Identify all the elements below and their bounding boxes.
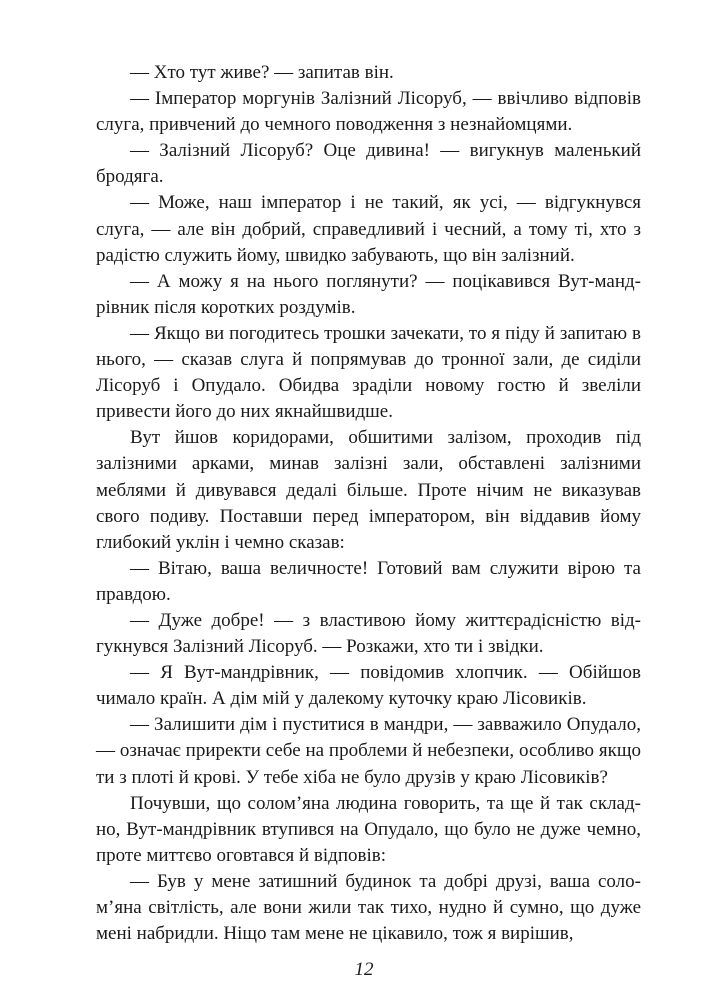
page-text bbox=[96, 60, 641, 945]
paragraph: — Імператор моргунів Залізний Лісоруб, — ввічливо відповів слуга, привчений до чемного поводження з незнайомцями. bbox=[96, 88, 641, 136]
paragraph: — Залізний Лісоруб? Оце дивина! — вигукнув маленький бродяга. bbox=[96, 140, 641, 188]
paragraph: — Може, наш імператор і не такий, як усі, — відгукнувся слуга, — але він добрий, справедливий і чесний, а тому ті, хто з радістю служить йому, швидко забувають, що він залізний. bbox=[96, 192, 641, 266]
paragraph: — Якщо ви погодитесь трошки зачекати, то я піду й запитаю в нього, — сказав слуга й попрямував до тронної зали, де сиділи Лісоруб і Опудало. Обидва зраділи новому гостю й звеліли привести його до них якнайшвидше. bbox=[96, 322, 641, 423]
paragraph: — Вітаю, ваша величносте! Готовий вам служити вірою та правдою. bbox=[96, 557, 641, 605]
paragraph: — Хто тут живе? — запитав він. bbox=[130, 62, 394, 83]
paragraph: — Дуже добре! — з властивою йому життєрадісністю відгукнувся Залізний Лісоруб. — Розкажи, хто ти і звідки. bbox=[96, 609, 641, 658]
paragraph: Почувши, що солом’яна людина говорить, та ще й так складно, Вут-мандрівник втупився на Опудало, що було не дуже чемно, проте миттєво оговтався й відповів: bbox=[96, 792, 641, 866]
paragraph: Вут йшов коридорами, обшитими залізом, проходив під залізними арками, минав залізні зали, обставлені залізними меблями й дивувався дедалі більше. Проте нічим не виказував свого подиву. Поставши перед імператором, він віддавив йому глибокий уклін і чемно сказав: bbox=[96, 427, 641, 553]
paragraph: — Залишити дім і пуститися в мандри, — завважило Опудало, — означає приректи себе на проблеми й небезпеки, особливо якщо ти з плоті й крові. У тебе хіба не було друзів у краю Лісовиків? bbox=[96, 714, 641, 788]
paragraph: — А можу я на нього поглянути? — поцікавився Вут-мандрівник після коротких роздумів. bbox=[96, 270, 641, 318]
page-number: 12 bbox=[354, 959, 374, 980]
paragraph: — Я Вут-мандрівник, — повідомив хлопчик. — Обійшов чимало країн. А дім мій у далекому куточку краю Лісовиків. bbox=[96, 662, 641, 710]
paragraph: — Був у мене затишний будинок та добрі друзі, ваша солом’яна світлість, але вони жили так тихо, нудно й сумно, що дуже мені набридли. Ніщо там мене не цікавило, тож я вирішив, bbox=[96, 870, 641, 945]
